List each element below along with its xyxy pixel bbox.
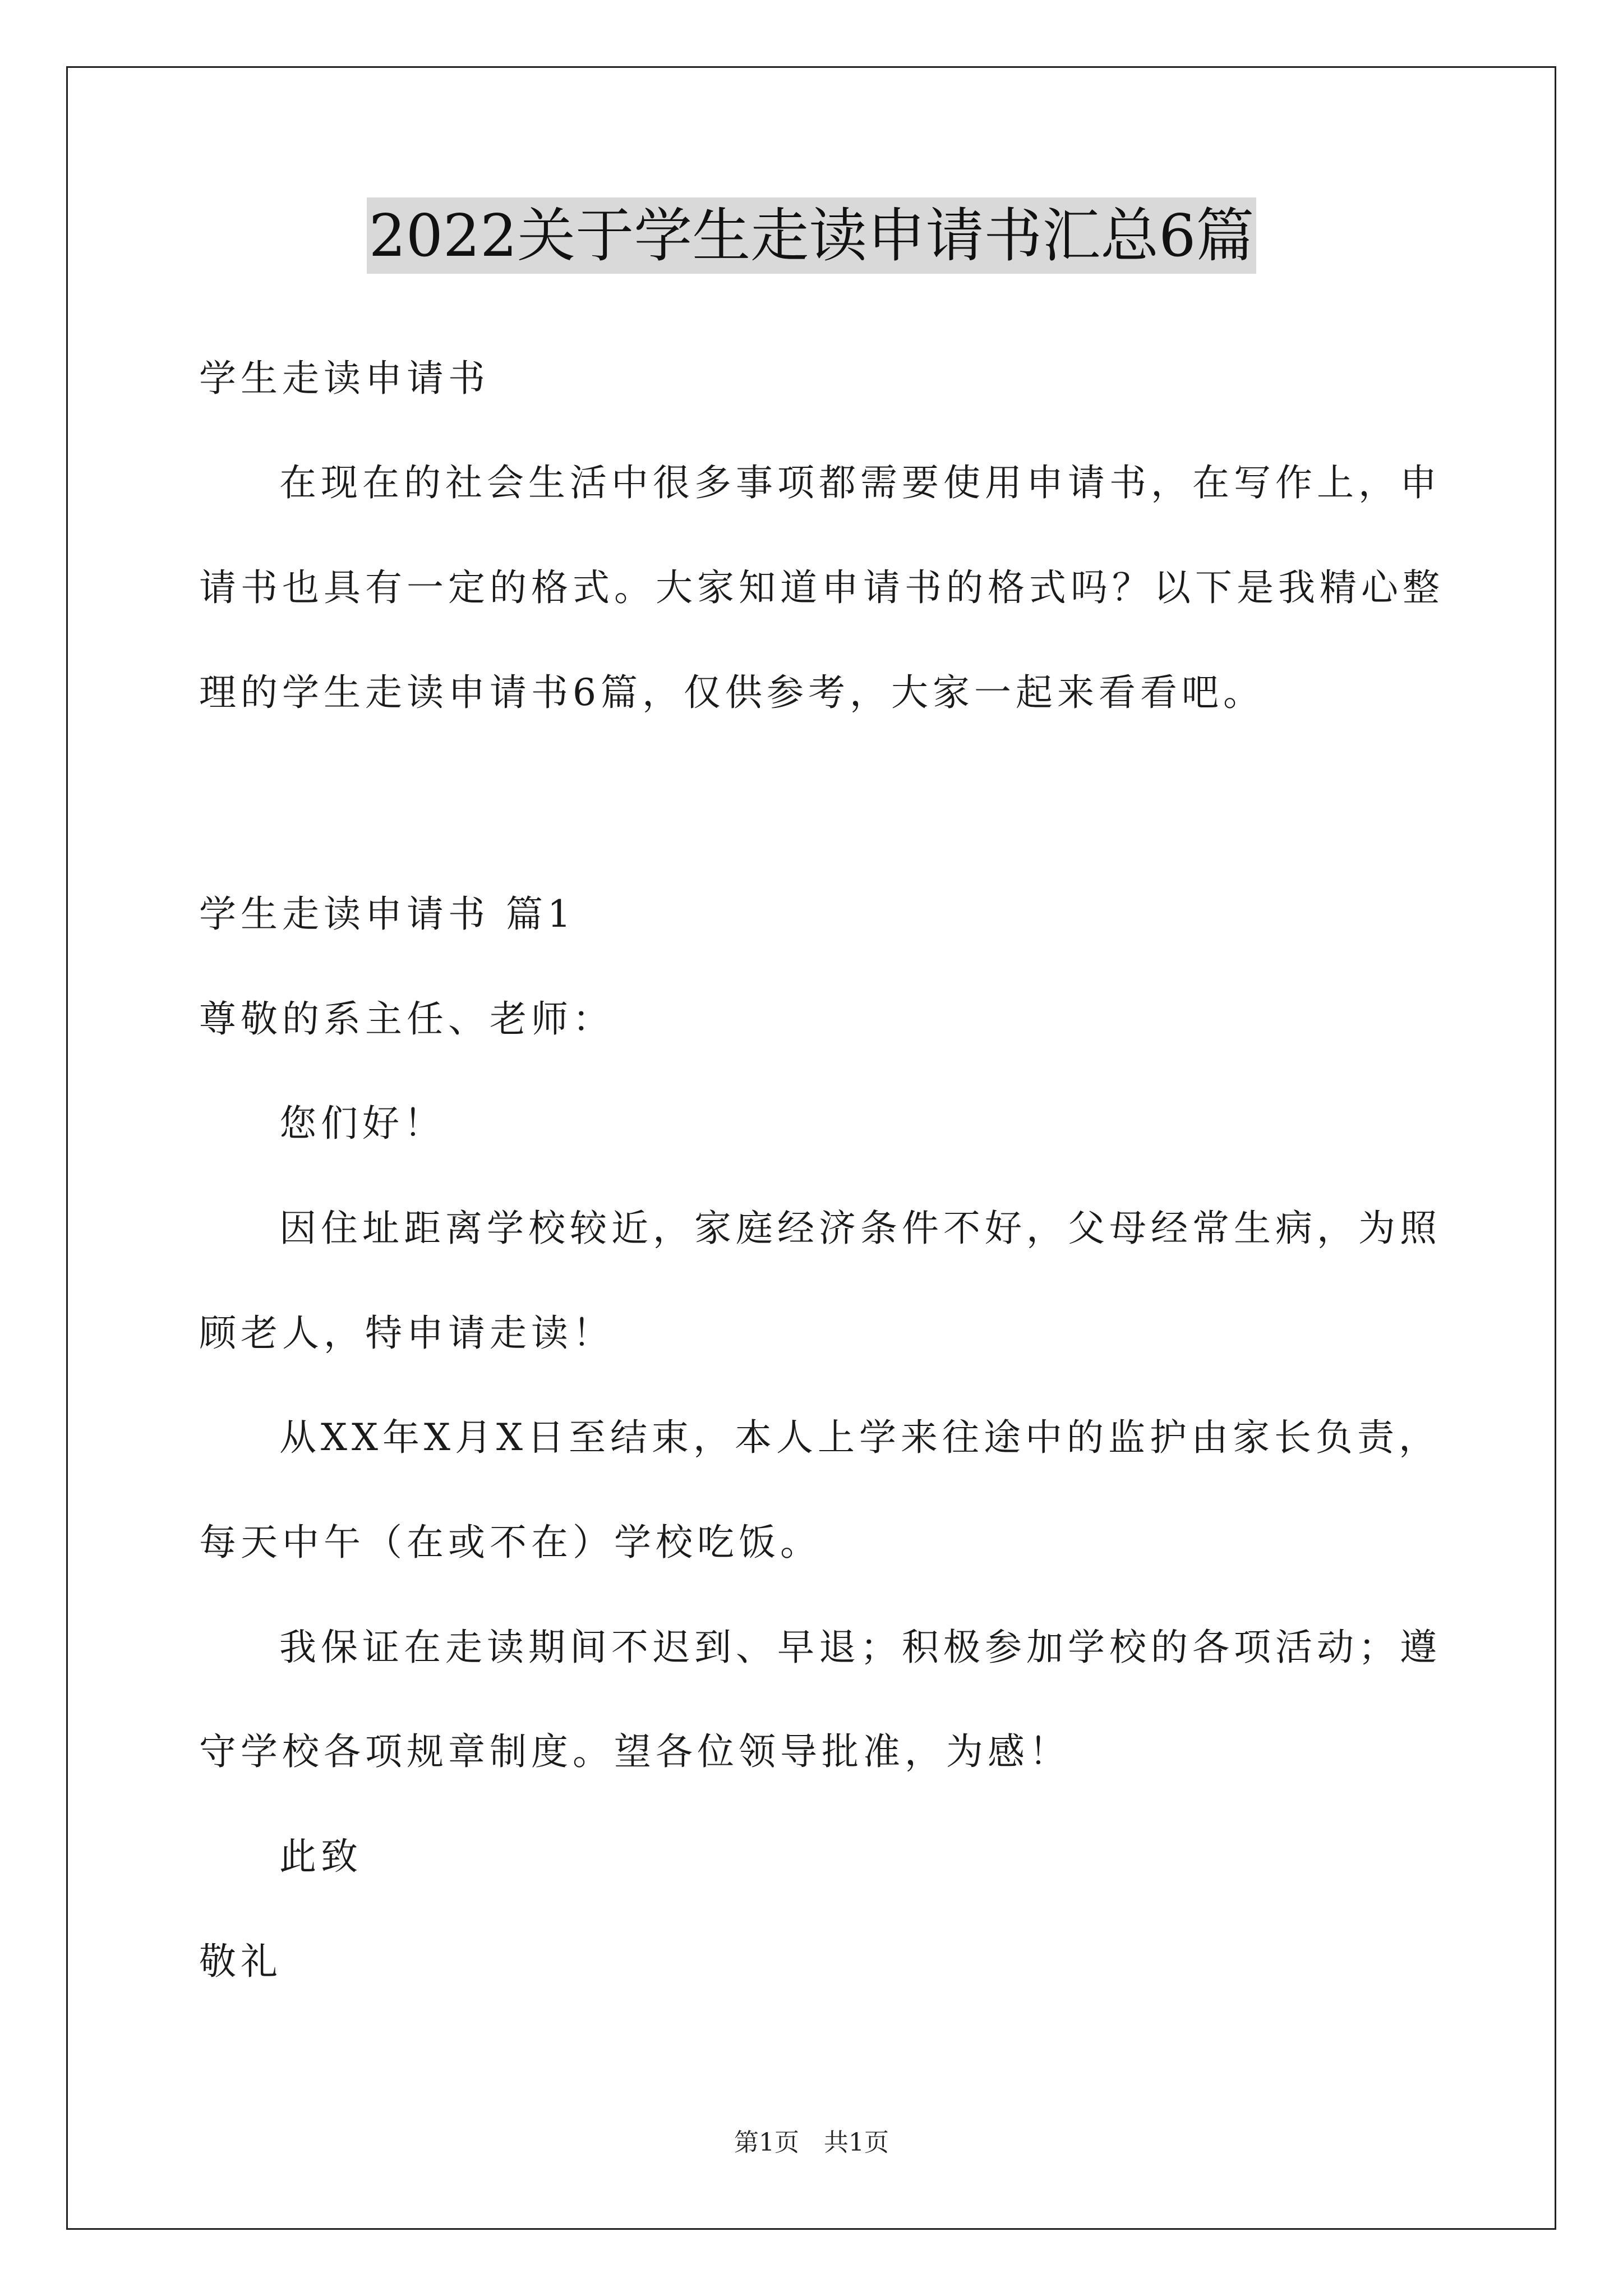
closing-line: 敬礼 <box>199 1940 282 1983</box>
body-paragraph-line: 因住址距离学校较近，家庭经济条件不好，父母经常生病，为照 <box>279 1207 1441 1250</box>
body-paragraph-line: 守学校各项规章制度。望各位领导批准，为感！ <box>199 1730 1071 1773</box>
greeting: 您们好！ <box>279 1102 445 1145</box>
article-heading: 学生走读申请书 篇1 <box>199 892 575 936</box>
total-pages-label: 共1页 <box>824 2128 889 2157</box>
closing-line: 此致 <box>279 1835 362 1878</box>
salutation: 尊敬的系主任、老师： <box>199 997 614 1041</box>
intro-paragraph-line: 理的学生走读申请书6篇，仅供参考，大家一起来看看吧。 <box>199 671 1265 714</box>
current-page-label: 第1页 <box>734 2128 799 2157</box>
document-title: 2022关于学生走读申请书汇总6篇 <box>367 197 1257 274</box>
body-paragraph-line: 我保证在走读期间不迟到、早退；积极参加学校的各项活动；遵 <box>279 1626 1441 1669</box>
intro-heading: 学生走读申请书 <box>199 357 490 400</box>
body-paragraph-line: 从XX年X月X日至结束，本人上学来往途中的监护由家长负责， <box>279 1416 1440 1459</box>
page-footer <box>0 2127 1623 2159</box>
intro-paragraph-line: 请书也具有一定的格式。大家知道申请书的格式吗？以下是我精心整 <box>199 566 1444 609</box>
body-paragraph-line: 每天中午（在或不在）学校吃饭。 <box>199 1521 822 1564</box>
intro-paragraph-line: 在现在的社会生活中很多事项都需要使用申请书，在写作上，申 <box>279 461 1441 504</box>
body-paragraph-line: 顾老人，特申请走读！ <box>199 1312 614 1355</box>
title-wrap <box>0 197 1623 274</box>
